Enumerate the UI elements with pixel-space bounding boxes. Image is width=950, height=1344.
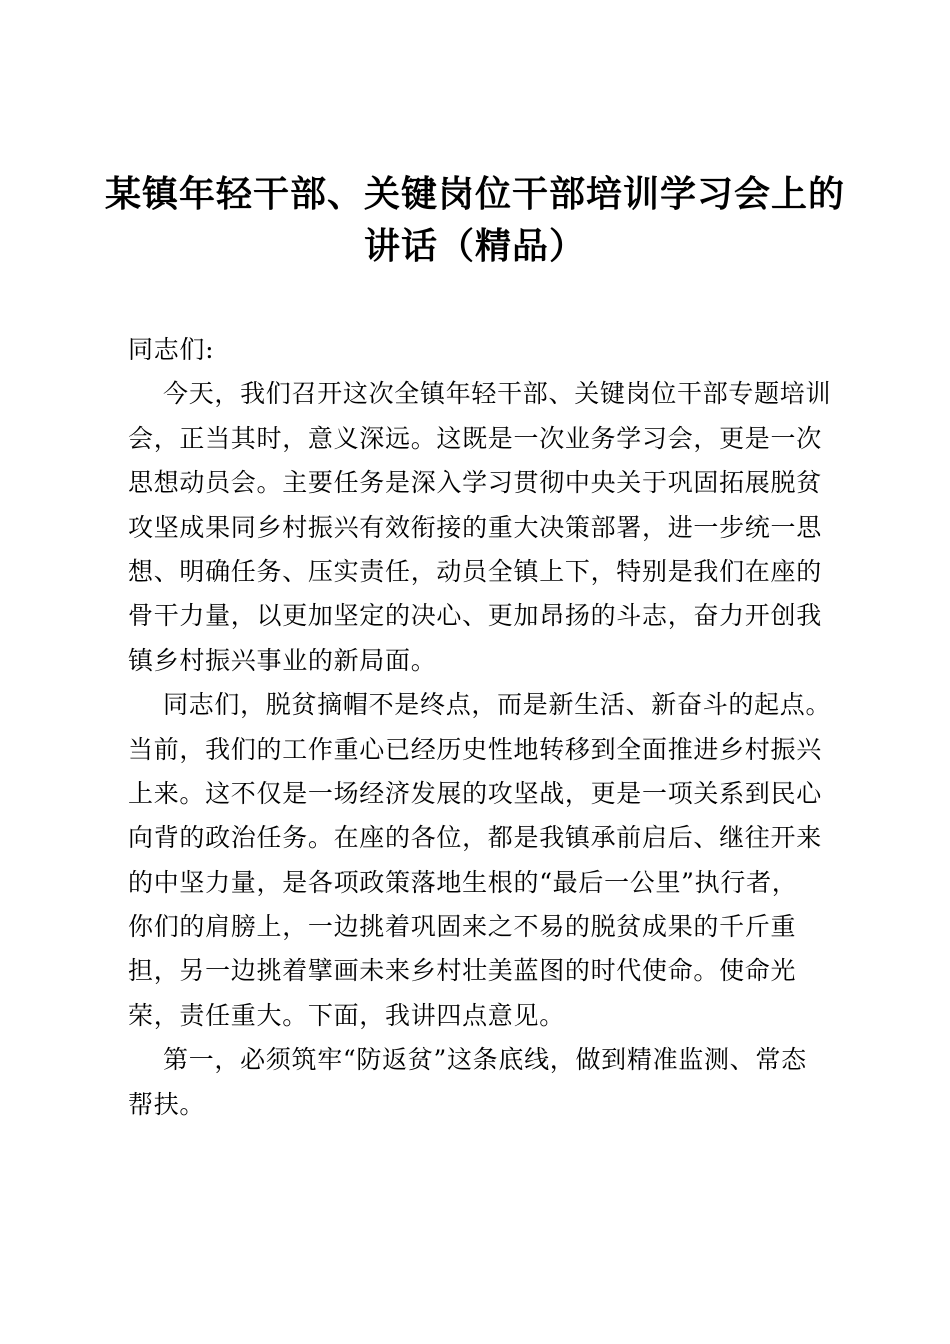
- paragraph-line: 当前，我们的工作重心已经历史性地转移到全面推进乡村振兴: [128, 734, 822, 764]
- document-body: [128, 328, 832, 1127]
- paragraph-line: 的中坚力量，是各项政策落地生根的“最后一公里”执行者，: [128, 867, 798, 897]
- paragraph: [128, 1038, 828, 1127]
- paragraph: [128, 372, 832, 683]
- paragraph-line: 向背的政治任务。在座的各位，都是我镇承前启后、继往开来: [128, 823, 822, 853]
- title-line: 讲话（精品）: [363, 225, 586, 267]
- paragraph-line: 同志们，脱贫摘帽不是终点，而是新生活、新奋斗的起点。: [163, 690, 832, 720]
- paragraphs: [128, 372, 832, 1127]
- paragraph-line: 想、明确任务、压实责任，动员全镇上下，特别是我们在座的: [128, 556, 822, 586]
- paragraph-line: 思想动员会。主要任务是深入学习贯彻中央关于巩固拓展脱贫: [128, 468, 822, 498]
- paragraph: [128, 683, 832, 1038]
- salutation: 同志们:: [128, 335, 215, 364]
- paragraph-line: 第一，必须筑牢“防返贫”这条底线，做到精准监测、常态: [163, 1045, 807, 1075]
- paragraph-line: 攻坚成果同乡村振兴有效衔接的重大决策部署，进一步统一思: [128, 512, 822, 542]
- paragraph-line: 上来。这不仅是一场经济发展的攻坚战，更是一项关系到民心: [128, 778, 822, 808]
- document-title: [0, 168, 950, 272]
- paragraph-line: 今天，我们召开这次全镇年轻干部、关键岗位干部专题培训: [163, 379, 832, 409]
- paragraph-line: 担，另一边挑着擘画未来乡村壮美蓝图的时代使命。使命光: [128, 956, 797, 986]
- paragraph-line: 骨干力量，以更加坚定的决心、更加昂扬的斗志，奋力开创我: [128, 601, 822, 631]
- paragraph-line: 帮扶。: [128, 1089, 206, 1119]
- title-line: 某镇年轻干部、关键岗位干部培训学习会上的: [104, 173, 845, 215]
- paragraph-line: 荣，责任重大。下面，我讲四点意见。: [128, 1000, 565, 1030]
- paragraph-line: 你们的肩膀上，一边挑着巩固来之不易的脱贫成果的千斤重: [128, 912, 797, 942]
- paragraph-line: 镇乡村振兴事业的新局面。: [128, 645, 437, 675]
- paragraph-line: 会，正当其时，意义深远。这既是一次业务学习会，更是一次: [128, 423, 822, 453]
